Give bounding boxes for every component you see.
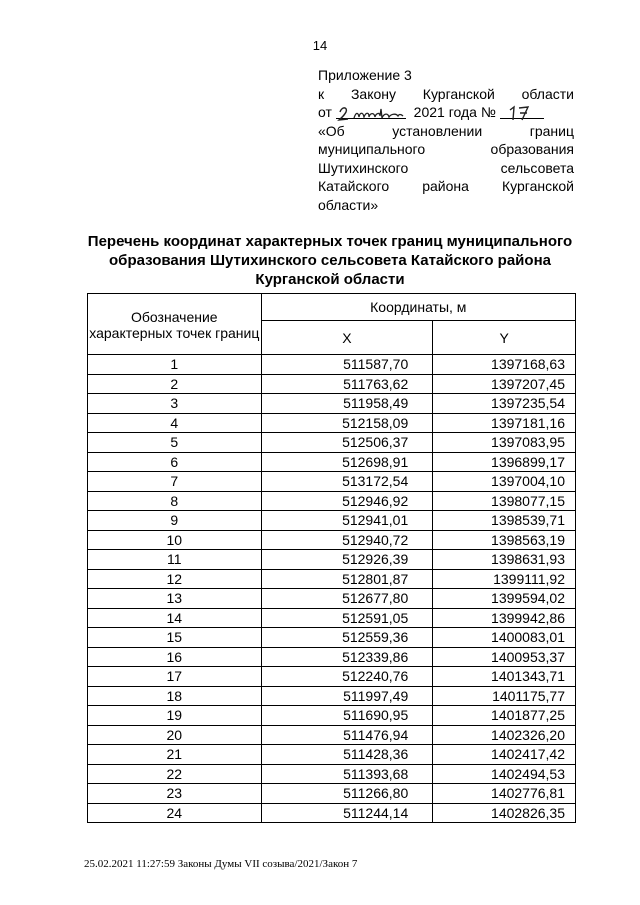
coord-y: 1397207,45 [433, 374, 576, 394]
annex-date-line [318, 103, 574, 122]
annex-law-ref: к Закону Курганской области [318, 85, 574, 102]
table-row [88, 589, 576, 609]
coord-x: 511997,49 [261, 686, 433, 706]
point-number: 22 [88, 764, 262, 784]
coord-x: 511763,62 [261, 374, 433, 394]
table-row [88, 355, 576, 375]
coord-x: 512506,37 [261, 433, 433, 453]
point-number: 6 [88, 452, 262, 472]
coord-y: 1396899,17 [433, 452, 576, 472]
coord-y: 1401175,77 [433, 686, 576, 706]
table-row [88, 433, 576, 453]
table-row [88, 569, 576, 589]
annex-subject-2: муниципального образования [318, 141, 574, 157]
coord-x: 512926,39 [261, 550, 433, 570]
table-row [88, 394, 576, 414]
coordinates-table [87, 293, 576, 823]
annex-subject-5: области» [318, 196, 379, 213]
coord-x: 511587,70 [261, 355, 433, 375]
footer-stamp: 25.02.2021 11:27:59 Законы Думы VII созыва/2021/Закон 7 [84, 858, 358, 870]
coord-y: 1400083,01 [433, 628, 576, 648]
coord-x: 512339,86 [261, 647, 433, 667]
annex-header [318, 66, 574, 214]
point-number: 5 [88, 433, 262, 453]
annex-subject-1: «Об установлении границ [318, 122, 574, 139]
table-row [88, 706, 576, 726]
coord-x: 512698,91 [261, 452, 433, 472]
page-number: 14 [312, 38, 328, 53]
table-row [88, 686, 576, 706]
coord-y: 1397235,54 [433, 394, 576, 414]
header-point-designation: Обозначение характерных точек границ [88, 294, 262, 355]
point-number: 15 [88, 628, 262, 648]
annex-subject-4: Катайского района Курганской [318, 178, 574, 194]
coord-y: 1398563,19 [433, 530, 576, 550]
coord-x: 512677,80 [261, 589, 433, 609]
coord-y: 1397083,95 [433, 433, 576, 453]
coord-y: 1402326,20 [433, 725, 576, 745]
point-number: 9 [88, 511, 262, 531]
table-row [88, 608, 576, 628]
coord-y: 1399942,86 [433, 608, 576, 628]
coord-y: 1397181,16 [433, 413, 576, 433]
table-row [88, 784, 576, 804]
table-row [88, 472, 576, 492]
point-number: 4 [88, 413, 262, 433]
table-row [88, 550, 576, 570]
table-row [88, 491, 576, 511]
point-number: 18 [88, 686, 262, 706]
point-number: 12 [88, 569, 262, 589]
coord-x: 512240,76 [261, 667, 433, 687]
coord-x: 512591,05 [261, 608, 433, 628]
coord-y: 1399594,02 [433, 589, 576, 609]
point-number: 24 [88, 803, 262, 823]
title-line-3: Курганской области [255, 271, 405, 288]
coord-y: 1398631,93 [433, 550, 576, 570]
handwritten-number-ink [500, 104, 544, 122]
coord-x: 511690,95 [261, 706, 433, 726]
table-row [88, 530, 576, 550]
coord-y: 1402826,35 [433, 803, 576, 823]
point-number: 16 [88, 647, 262, 667]
table-row [88, 667, 576, 687]
header-x: X [261, 321, 433, 355]
coord-x: 512801,87 [261, 569, 433, 589]
point-number: 14 [88, 608, 262, 628]
title-line-1: Перечень координат характерных точек границ муниципального [87, 233, 573, 250]
coord-x: 511476,94 [261, 725, 433, 745]
coord-y: 1400953,37 [433, 647, 576, 667]
table-row [88, 803, 576, 823]
point-number: 21 [88, 745, 262, 765]
coordinates-body [88, 355, 576, 823]
table-row [88, 628, 576, 648]
table-row [88, 374, 576, 394]
point-number: 10 [88, 530, 262, 550]
coord-x: 511393,68 [261, 764, 433, 784]
coord-x: 512941,01 [261, 511, 433, 531]
coord-x: 512559,36 [261, 628, 433, 648]
coord-x: 512158,09 [261, 413, 433, 433]
year-number-label: 2021 года № [413, 104, 496, 120]
coord-y: 1397168,63 [433, 355, 576, 375]
point-number: 11 [88, 550, 262, 570]
date-prefix: от [318, 104, 332, 120]
coord-y: 1398077,15 [433, 491, 576, 511]
coord-y: 1401877,25 [433, 706, 576, 726]
point-number: 7 [88, 472, 262, 492]
point-number: 2 [88, 374, 262, 394]
point-number: 23 [88, 784, 262, 804]
coord-x: 512940,72 [261, 530, 433, 550]
coord-y: 1397004,10 [433, 472, 576, 492]
annex-title: Приложение 3 [318, 67, 412, 83]
table-row [88, 452, 576, 472]
coord-x: 511266,80 [261, 784, 433, 804]
coord-y: 1398539,71 [433, 511, 576, 531]
point-number: 19 [88, 706, 262, 726]
coord-y: 1402494,53 [433, 764, 576, 784]
point-number: 13 [88, 589, 262, 609]
header-coordinates: Координаты, м [261, 294, 575, 321]
table-row [88, 511, 576, 531]
document-title [70, 232, 590, 289]
coord-x: 512946,92 [261, 491, 433, 511]
table-row [88, 764, 576, 784]
point-number: 3 [88, 394, 262, 414]
coord-y: 1401343,71 [433, 667, 576, 687]
table-row [88, 647, 576, 667]
coord-y: 1399111,92 [433, 569, 576, 589]
point-number: 20 [88, 725, 262, 745]
coord-x: 511244,14 [261, 803, 433, 823]
handwritten-date [336, 104, 406, 122]
coord-x: 511958,49 [261, 394, 433, 414]
header-y: Y [433, 321, 576, 355]
handwritten-law-number [500, 104, 544, 122]
handwritten-date-ink [336, 104, 406, 122]
annex-subject-3: Шутихинского сельсовета [318, 159, 574, 176]
point-number: 8 [88, 491, 262, 511]
table-row [88, 745, 576, 765]
point-number: 1 [88, 355, 262, 375]
point-number: 17 [88, 667, 262, 687]
table-row [88, 413, 576, 433]
coord-y: 1402417,42 [433, 745, 576, 765]
title-line-2: образования Шутихинского сельсовета Катайского района [109, 252, 551, 269]
coord-y: 1402776,81 [433, 784, 576, 804]
coord-x: 513172,54 [261, 472, 433, 492]
table-row [88, 725, 576, 745]
coord-x: 511428,36 [261, 745, 433, 765]
